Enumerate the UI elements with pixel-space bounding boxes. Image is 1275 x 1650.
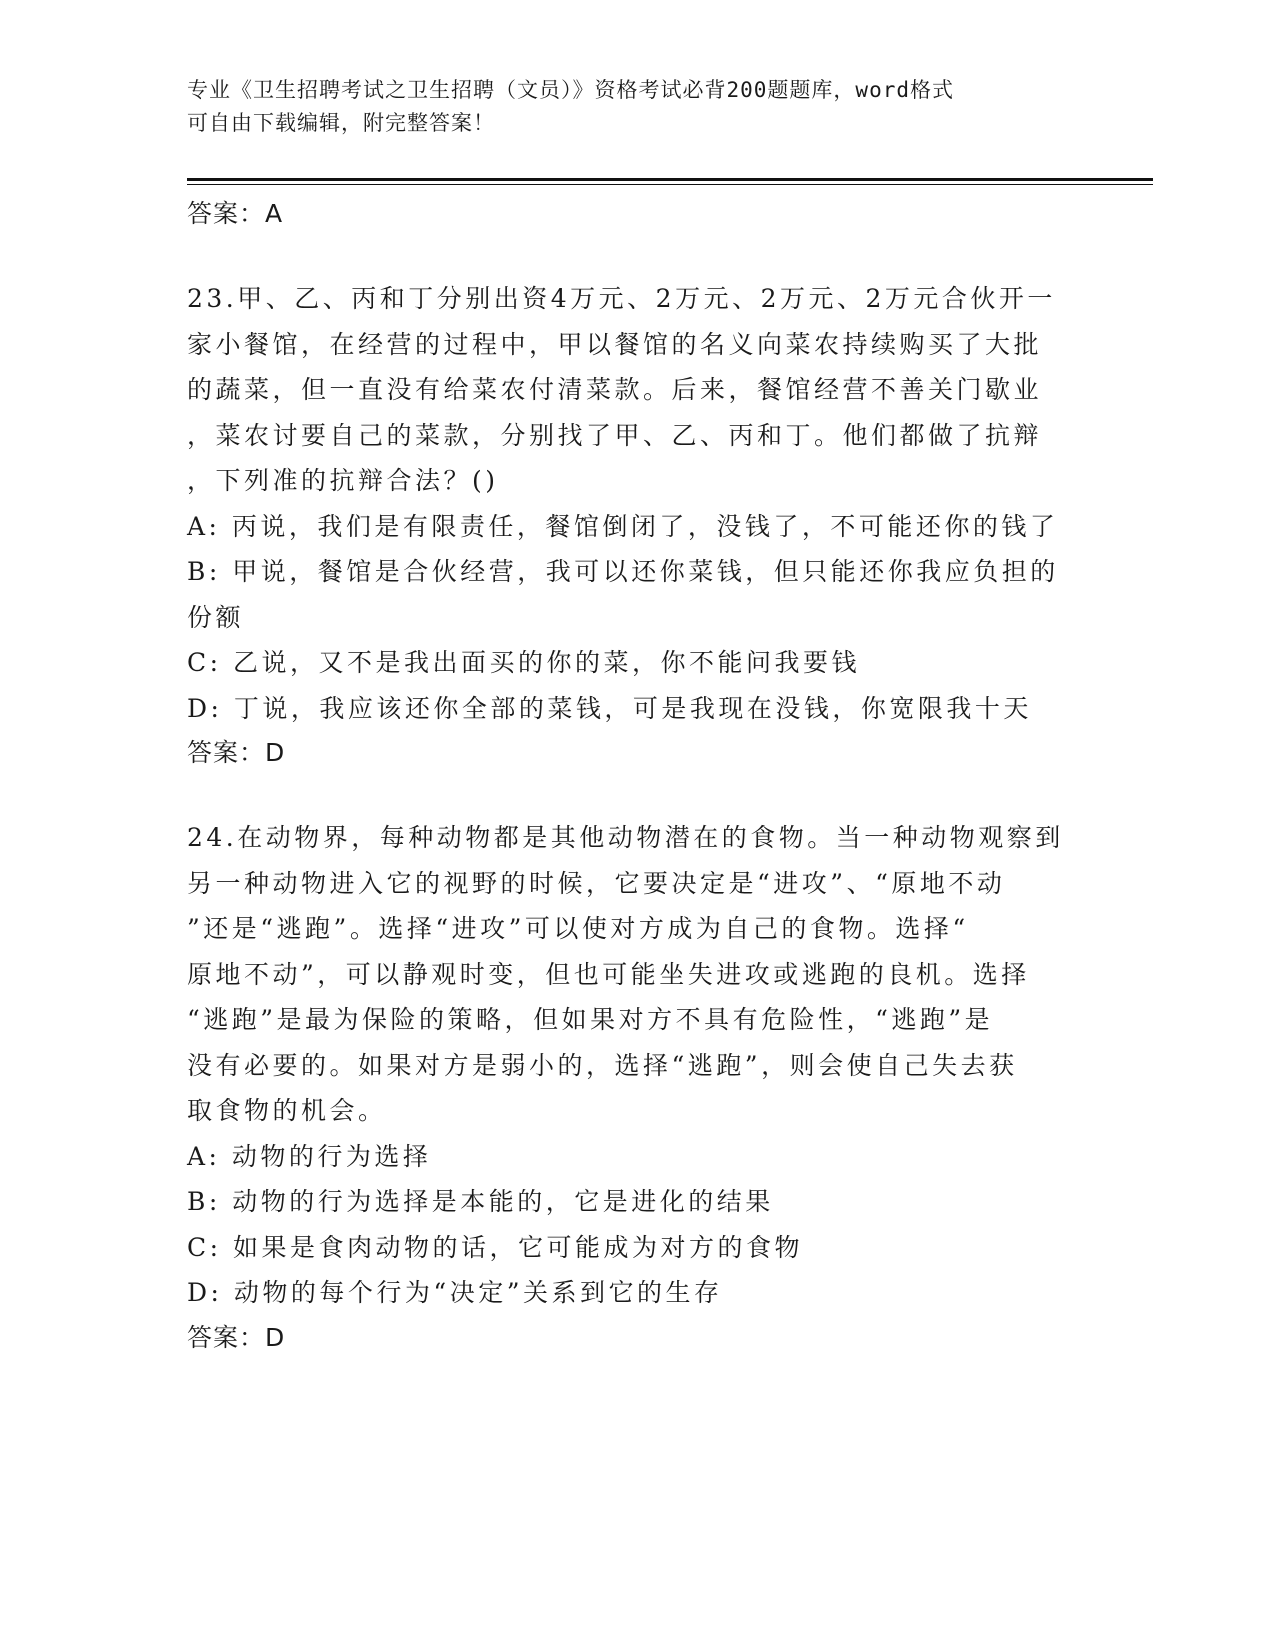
header-divider-thin [187,184,1153,185]
option-a: A: 动物的行为选择 [187,1141,432,1171]
document-header [187,74,1087,140]
option-c: C: 乙说，又不是我出面买的你的菜，你不能问我要钱 [187,648,861,677]
previous-answer: 答案：A [187,199,284,228]
question-stem: 24.在动物界，每种动物都是其他动物潜在的食物。当一种动物观察到 另一种动物进入它的视野的时候，它要决定是“进攻”、“原地不动 ”还是“逃跑”。选择“进攻”可以使对方成为自己的食物。选择“ 原地不动”，可以静观时变，但也可能坐失进攻或逃跑的良机。选择 “逃跑”是最为保险的策略，但如果对方不具有危险性，“逃跑”是 没有必要的。如果对方是弱小的，选择“逃跑”，则会使自己失去获 取食物的机会。 [187,823,1064,1125]
option-b: B: 动物的行为选择是本能的，它是进化的结果 [187,1187,774,1216]
question-answer: 答案：D [187,738,286,767]
question-24 [187,815,1087,1360]
option-a: A: 丙说，我们是有限责任，餐馆倒闭了，没钱了，不可能还你的钱了 [187,511,1059,541]
option-d: D: 动物的每个行为“决定”关系到它的生存 [187,1278,723,1307]
document-body [187,188,1087,1360]
header-divider-thick [187,178,1153,181]
question-stem: 23.甲、乙、丙和丁分别出资4万元、2万元、2万元、2万元合伙开一 家小餐馆，在经营的过程中，甲以餐馆的名义向菜农持续购买了大批 的蔬菜，但一直没有给菜农付清菜款。后来，餐馆经营不善关门歇业 ，菜农讨要自己的菜款，分别找了甲、乙、丙和丁。他们都做了抗辩 ，下列准的抗辩合法？() [187,284,1056,495]
header-title: 专业《卫生招聘考试之卫生招聘（文员）》资格考试必背200题题库，word格式 可自由下载编辑，附完整答案！ [187,78,954,135]
option-c: C: 如果是食肉动物的话，它可能成为对方的食物 [187,1232,803,1262]
option-b: B: 甲说，餐馆是合伙经营，我可以还你菜钱，但只能还你我应负担的 份额 [187,557,1059,632]
option-d: D: 丁说，我应该还你全部的菜钱，可是我现在没钱，你宽限我十天 [187,693,1032,723]
question-23 [187,276,1087,775]
question-answer: 答案：D [187,1322,286,1352]
